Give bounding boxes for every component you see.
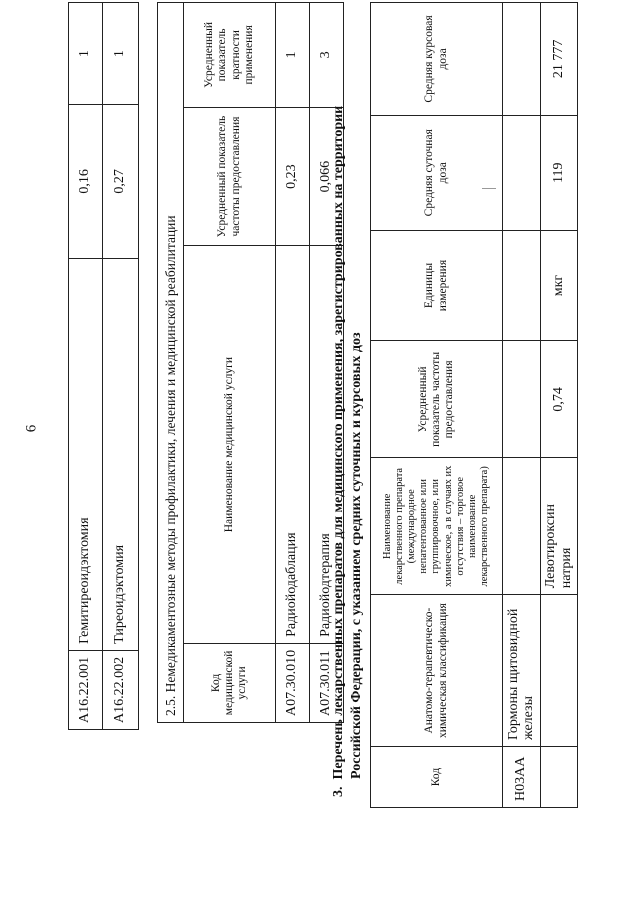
drug-name: Левотироксин натрия — [541, 458, 578, 595]
section-3-heading — [330, 106, 365, 797]
header-multiplicity: Усредненный показатель кратности применения — [184, 3, 276, 108]
header-drug-name: Наименование лекарственного препарата (международное непатентованное или группировочное, или химическое, а в случаях их отсутствия – торговое наименование лекарственного препарата) — [371, 458, 503, 595]
table-header-row — [371, 3, 503, 808]
table-row — [69, 3, 103, 730]
header-unit: Единицы измерения — [371, 230, 503, 341]
section-3-number: 3. — [331, 786, 346, 797]
course-dose-value: 21 777 — [541, 3, 578, 116]
multiplicity-value: 1 — [276, 3, 310, 108]
table-row — [276, 3, 310, 723]
header-frequency: Усредненный показатель частоты предоставления — [184, 107, 276, 246]
page-number: 6 — [23, 424, 40, 433]
frequency-value: 0,16 — [69, 105, 103, 258]
scan-mark — [482, 188, 496, 189]
table-row — [503, 3, 541, 808]
service-name: Радиойодтерапия — [310, 246, 344, 644]
atc-code: H03AA — [503, 747, 541, 808]
daily-dose-value: 119 — [541, 115, 578, 230]
header-atc: Анатомо-терапевтическо-химическая классификация — [371, 595, 503, 747]
header-code: Код — [371, 747, 503, 808]
drug-table — [370, 2, 578, 808]
unit-value: мкг — [541, 230, 578, 341]
section-25-table — [157, 2, 344, 723]
service-code: A07.30.011 — [310, 643, 344, 722]
section-25-title: 2.5. Немедикаментозные методы профилактики, лечения и медицинской реабилитации — [158, 3, 184, 723]
service-code: A16.22.001 — [69, 650, 103, 729]
frequency-value: 0,066 — [310, 107, 344, 246]
multiplicity-value: 3 — [310, 3, 344, 108]
frequency-value: 0,23 — [276, 107, 310, 246]
header-service-name: Наименование медицинской услуги — [184, 246, 276, 644]
service-name: Тиреоидэктомия — [103, 258, 139, 650]
service-code: A07.30.010 — [276, 643, 310, 722]
table-header-row — [184, 3, 276, 723]
section-3-title-line1: Перечень лекарственных препаратов для медицинского применения, зарегистрированных на территории — [331, 105, 346, 780]
service-name: Радиойодаблация — [276, 246, 310, 644]
header-service-code: Код медицинской услуги — [184, 643, 276, 722]
multiplicity-value: 1 — [103, 3, 139, 105]
multiplicity-value: 1 — [69, 3, 103, 105]
table-row — [103, 3, 139, 730]
frequency-value: 0,74 — [541, 341, 578, 458]
header-course-dose: Средняя курсовая доза — [371, 3, 503, 116]
section-25-title-row — [158, 3, 184, 723]
atc-group-name: Гормоны щитовидной железы — [503, 595, 541, 747]
header-frequency: Усредненный показатель частоты предоставления — [371, 341, 503, 458]
frequency-value: 0,27 — [103, 105, 139, 258]
service-name: Гемитиреоидэктомия — [69, 258, 103, 650]
service-code: A16.22.002 — [103, 650, 139, 729]
section-3-title-line2: Российской Федерации, с указанием средних суточных и курсовых доз — [348, 332, 364, 779]
header-daily-dose: Средняя суточная доза — [371, 115, 503, 230]
table-row — [541, 3, 578, 808]
surgery-table — [68, 2, 139, 730]
